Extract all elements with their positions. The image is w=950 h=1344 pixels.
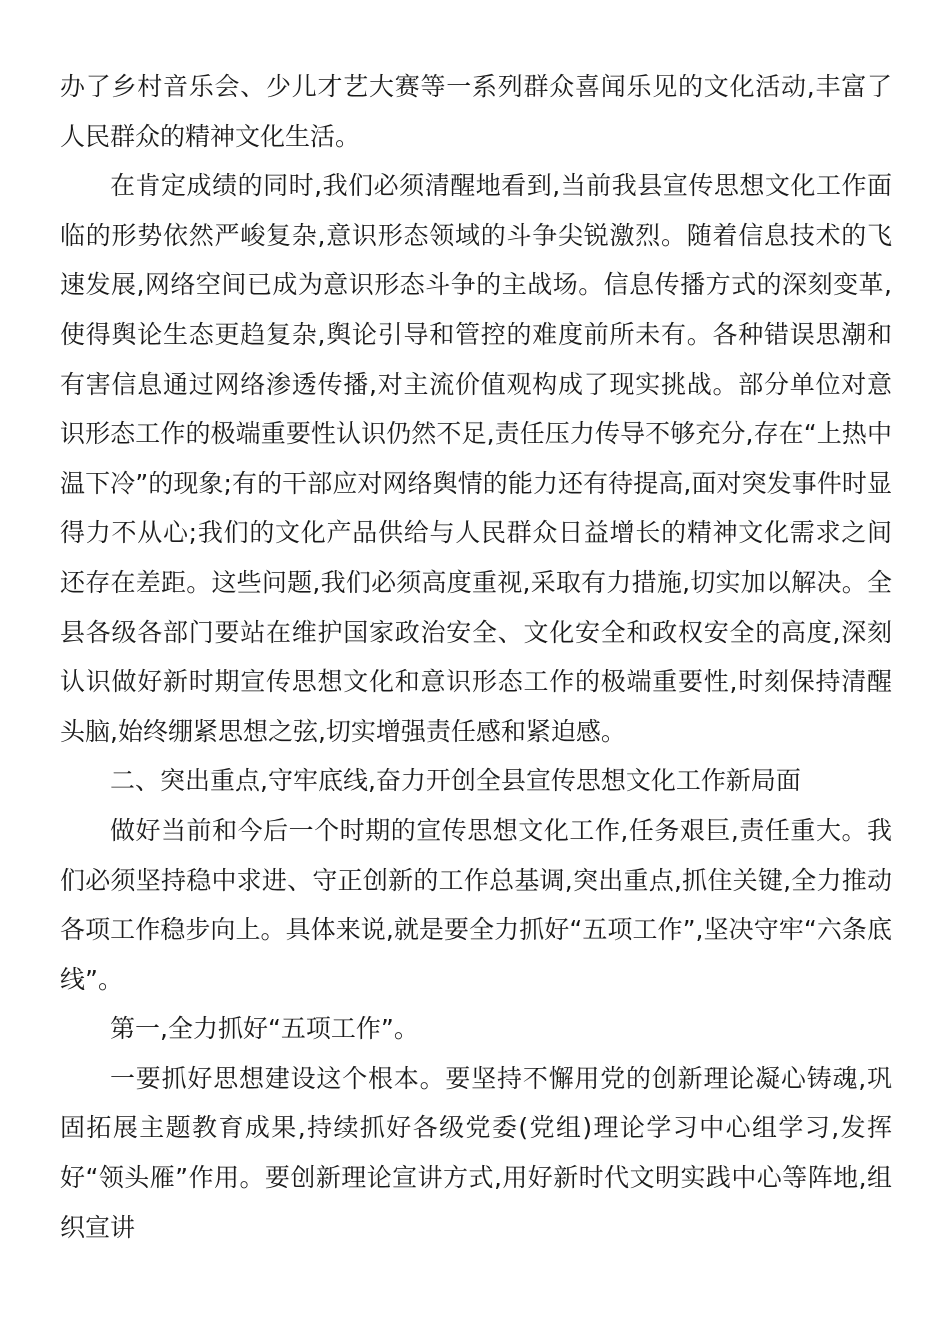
- subheading-five-tasks: 第一,全力抓好“五项工作”。: [110, 1014, 419, 1044]
- paragraph-situation-analysis: 在肯定成绩的同时,我们必须清醒地看到,当前我县宣传思想文化工作面临的形势依然严峻复杂,意识形态领域的斗争尖锐激烈。随着信息技术的飞速发展,网络空间已成为意识形态斗争的主战场。信息传播方式的深刻变革,使得舆论生态更趋复杂,舆论引导和管控的难度前所未有。各种错误思潮和有害信息通过网络渗透传播,对主流价值观构成了现实挑战。部分单位对意识形态工作的极端重要性认识仍然不足,责任压力传导不够充分,存在“上热中温下冷”的现象;有的干部应对网络舆情的能力还有待提高,面对突发事件时显得力不从心;我们的文化产品供给与人民群众日益增长的精神文化需求之间还存在差距。这些问题,我们必须高度重视,采取有力措施,切实加以解决。全县各级各部门要站在维护国家政治安全、文化安全和政权安全的高度,深刻认识做好新时期宣传思想文化和意识形态工作的极端重要性,时刻保持清醒头脑,始终绷紧思想之弦,切实增强责任感和紧迫感。: [60, 171, 892, 746]
- paragraph-activities-closing: 办了乡村音乐会、少儿才艺大赛等一系列群众喜闻乐见的文化活动,丰富了人民群众的精神文化生活。: [60, 72, 892, 151]
- section-heading-two: 二、突出重点,守牢底线,奋力开创全县宣传思想文化工作新局面: [110, 766, 801, 796]
- paragraph-ideological-building: 一要抓好思想建设这个根本。要坚持不懈用党的创新理论凝心铸魂,巩固拓展主题教育成果,持续抓好各级党委(党组)理论学习中心组学习,发挥好“领头雁”作用。要创新理论宣讲方式,用好新时代文明实践中心等阵地,组织宣讲: [60, 1063, 892, 1242]
- paragraph-work-overview: 做好当前和今后一个时期的宣传思想文化工作,任务艰巨,责任重大。我们必须坚持稳中求进、守正创新的工作总基调,突出重点,抓住关键,全力推动各项工作稳步向上。具体来说,就是要全力抓好“五项工作”,坚决守牢“六条底线”。: [60, 815, 892, 994]
- document-page: [60, 62, 892, 1252]
